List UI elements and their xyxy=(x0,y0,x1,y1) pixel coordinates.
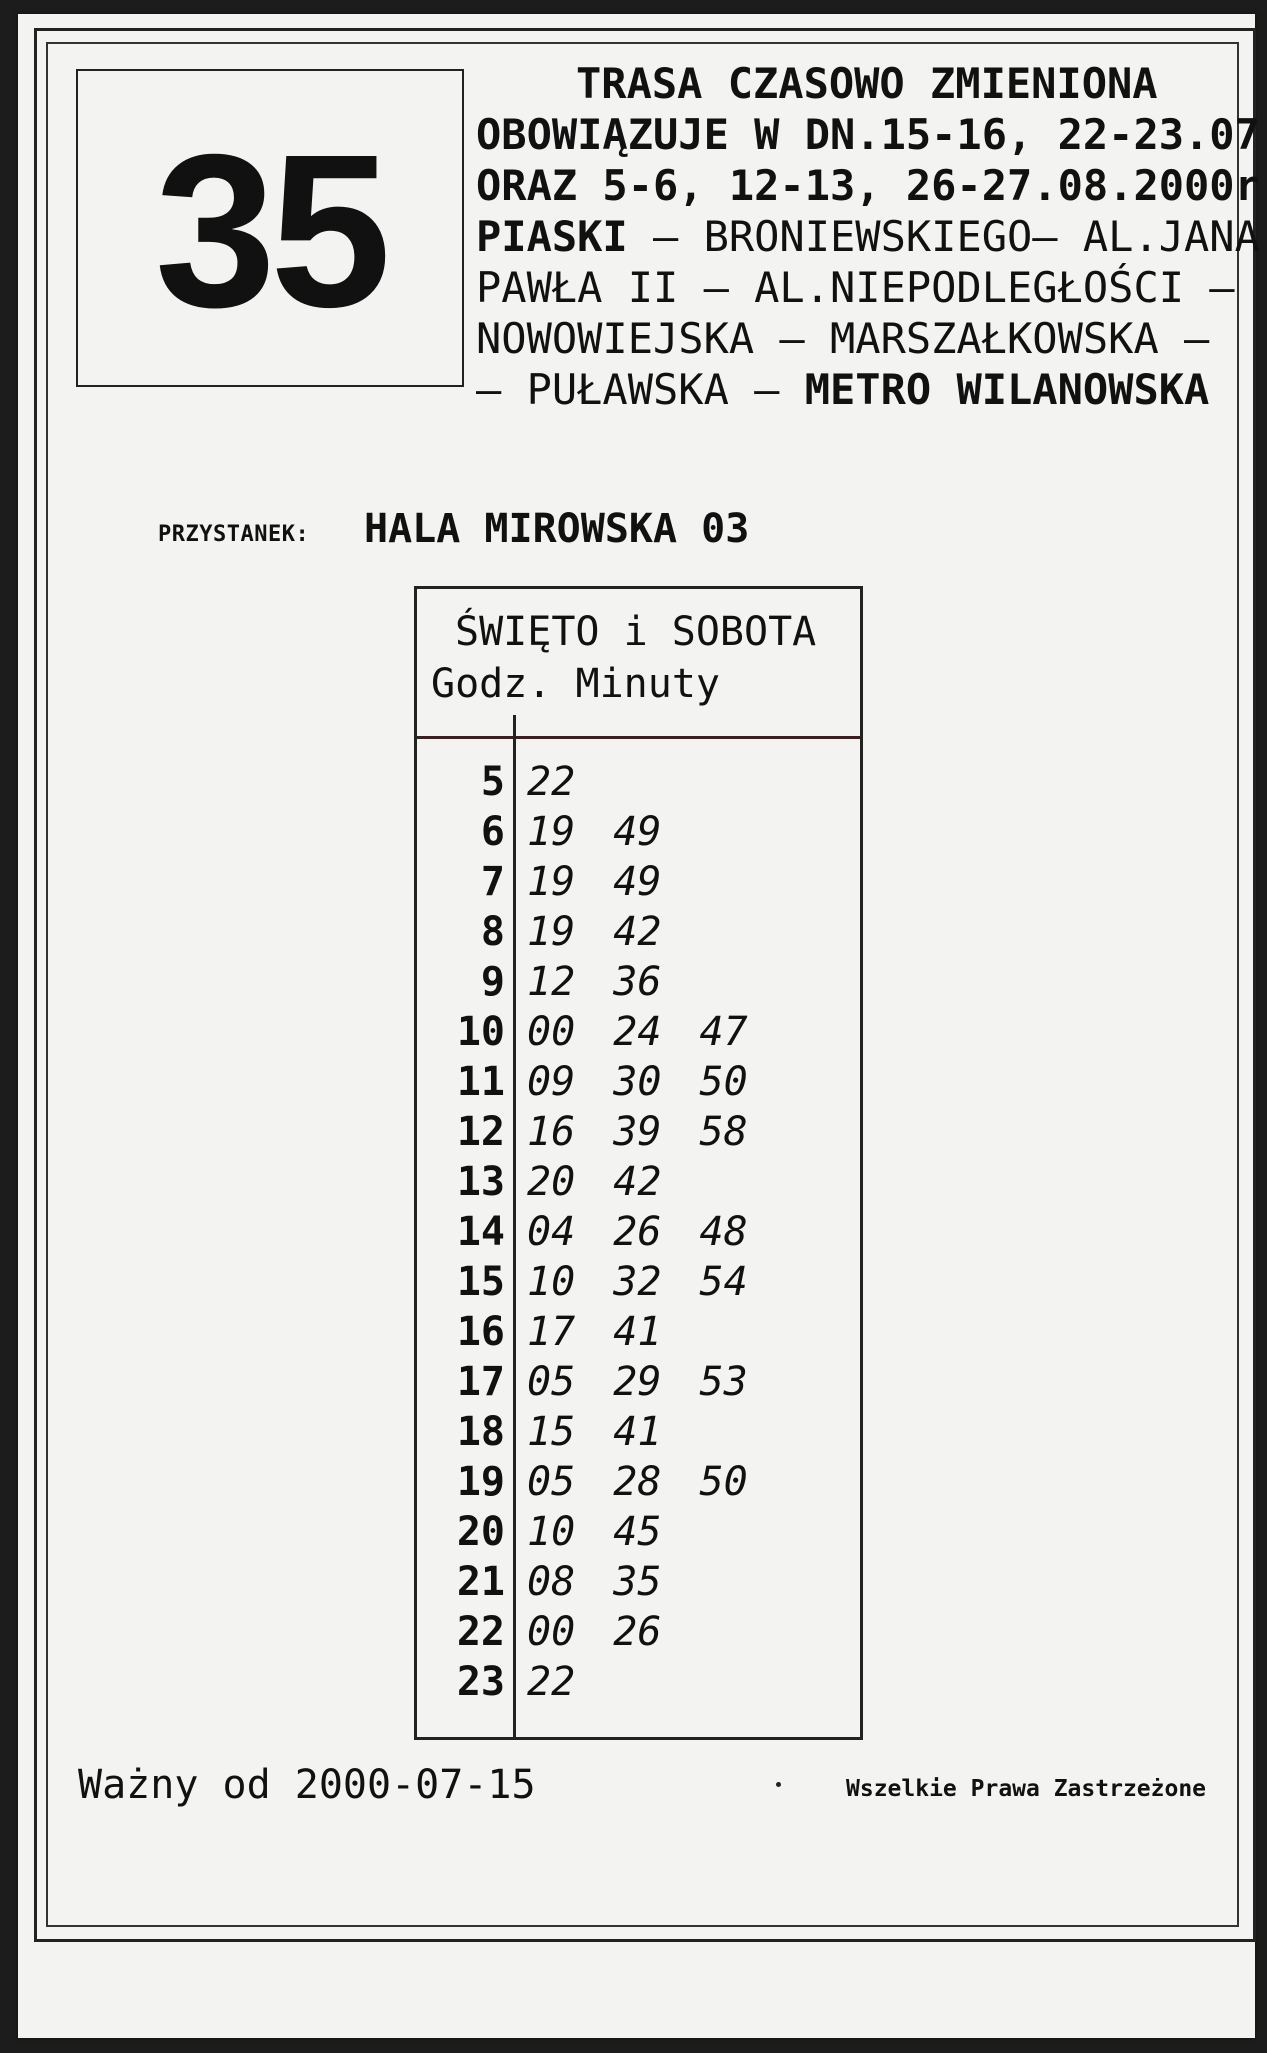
dot-mark xyxy=(776,1782,781,1787)
table-row xyxy=(417,1657,860,1707)
route-end-stop: METRO WILANOWSKA xyxy=(804,365,1210,414)
valid-from: Ważny od 2000-07-15 xyxy=(78,1762,536,1808)
stop-name: HALA MIROWSKA 03 xyxy=(364,506,750,552)
minutes-cell: 05 28 50 xyxy=(527,1459,748,1505)
hour-cell: 19 xyxy=(456,1459,505,1505)
line-number-box xyxy=(76,69,464,387)
route-streets-4: – PUŁAWSKA – xyxy=(476,365,805,414)
table-row xyxy=(417,1457,860,1507)
minutes-cell: 09 30 50 xyxy=(527,1059,748,1105)
minutes-cell: 08 35 xyxy=(527,1559,662,1605)
minutes-cell: 19 42 xyxy=(527,909,662,955)
table-row xyxy=(417,1257,860,1307)
line-number: 35 xyxy=(154,110,386,353)
table-row xyxy=(417,1407,860,1457)
minutes-cell: 05 29 53 xyxy=(527,1359,748,1405)
day-type: ŚWIĘTO i SOBOTA xyxy=(455,609,817,655)
table-row xyxy=(417,1157,860,1207)
route-notice: TRASA CZASOWO ZMIENIONA xyxy=(576,59,1158,108)
hour-cell: 16 xyxy=(456,1309,505,1355)
hour-cell: 14 xyxy=(456,1209,505,1255)
hour-cell: 8 xyxy=(480,909,505,955)
minutes-cell: 17 41 xyxy=(527,1309,662,1355)
minutes-cell: 00 24 47 xyxy=(527,1009,748,1055)
timetable-sheet xyxy=(18,14,1260,2038)
minutes-cell: 19 49 xyxy=(527,809,662,855)
hour-cell: 12 xyxy=(456,1109,505,1155)
hour-cell: 20 xyxy=(456,1509,505,1555)
route-description xyxy=(476,58,1260,415)
table-row xyxy=(417,1557,860,1607)
minutes-cell: 04 26 48 xyxy=(527,1209,748,1255)
hour-cell: 23 xyxy=(456,1659,505,1705)
table-row xyxy=(417,1107,860,1157)
minutes-cell: 00 26 xyxy=(527,1609,662,1655)
table-header xyxy=(417,589,860,739)
hour-cell: 13 xyxy=(456,1159,505,1205)
hour-cell: 5 xyxy=(480,759,505,805)
hour-cell: 15 xyxy=(456,1259,505,1305)
hour-cell: 10 xyxy=(456,1009,505,1055)
route-dates-2: ORAZ 5-6, 12-13, 26-27.08.2000r xyxy=(476,161,1260,210)
hour-cell: 18 xyxy=(456,1409,505,1455)
table-row xyxy=(417,1507,860,1557)
minutes-cell: 10 32 54 xyxy=(527,1259,748,1305)
minutes-cell: 19 49 xyxy=(527,859,662,905)
minutes-cell: 10 45 xyxy=(527,1509,662,1555)
table-row xyxy=(417,857,860,907)
minutes-cell: 22 xyxy=(527,759,576,805)
table-row xyxy=(417,957,860,1007)
route-streets-2: PAWŁA II – AL.NIEPODLEGŁOŚCI – xyxy=(476,263,1235,312)
hour-cell: 22 xyxy=(456,1609,505,1655)
route-line-end xyxy=(476,364,1256,415)
minutes-cell: 22 xyxy=(527,1659,576,1705)
hour-cell: 11 xyxy=(456,1059,505,1105)
minutes-cell: 20 42 xyxy=(527,1159,662,1205)
table-row xyxy=(417,1307,860,1357)
route-start-stop: PIASKI xyxy=(476,212,628,261)
table-row xyxy=(417,1607,860,1657)
departure-table xyxy=(414,586,863,1740)
minutes-cell: 12 36 xyxy=(527,959,662,1005)
route-streets-1: – BRONIEWSKIEGO– AL.JANA xyxy=(627,212,1260,261)
hour-cell: 21 xyxy=(456,1559,505,1605)
hour-cell: 9 xyxy=(480,959,505,1005)
stop-label: PRZYSTANEK: xyxy=(158,522,310,547)
hour-cell: 7 xyxy=(480,859,505,905)
table-row xyxy=(417,1207,860,1257)
column-headers: Godz. Minuty xyxy=(431,661,720,707)
rights-notice: Wszelkie Prawa Zastrzeżone xyxy=(846,1776,1207,1802)
minutes-cell: 16 39 58 xyxy=(527,1109,748,1155)
table-row xyxy=(417,1057,860,1107)
hour-cell: 6 xyxy=(480,809,505,855)
table-row xyxy=(417,757,860,807)
table-row xyxy=(417,907,860,957)
hour-cell: 17 xyxy=(456,1359,505,1405)
route-streets-3: NOWOWIEJSKA – MARSZAŁKOWSKA – xyxy=(476,314,1210,363)
table-row xyxy=(417,1357,860,1407)
departure-rows xyxy=(417,757,860,1707)
route-dates-1: OBOWIĄZUJE W DN.15-16, 22-23.07 xyxy=(476,110,1260,159)
route-line-1 xyxy=(476,211,1260,262)
table-row xyxy=(417,807,860,857)
minutes-cell: 15 41 xyxy=(527,1409,662,1455)
table-row xyxy=(417,1007,860,1057)
